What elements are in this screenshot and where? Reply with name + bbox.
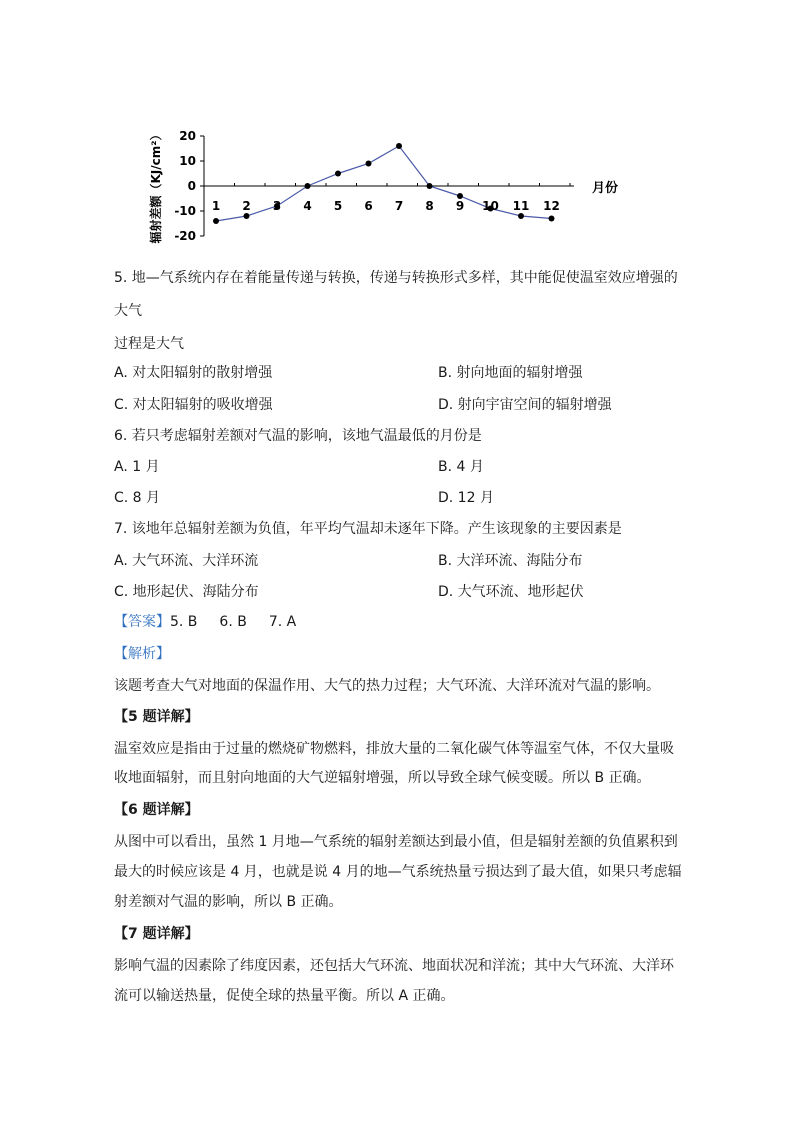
detail-5-line-1: 温室效应是指由于过量的燃烧矿物燃料，排放大量的二氧化碳气体等温室气体，不仅大量吸 <box>114 741 674 757</box>
data-point <box>213 218 219 224</box>
data-point <box>244 213 250 219</box>
data-point <box>549 216 555 222</box>
q5-option-d: D. 射向宇宙空间的辐射增强 <box>438 397 612 413</box>
q5-stem-line-2: 大气 <box>114 303 142 319</box>
x-tick-label: 12 <box>543 199 560 213</box>
answer-5: 5. B <box>170 614 198 630</box>
x-tick-label: 10 <box>482 199 499 213</box>
detail-6-line-3: 射差额对气温的影响，所以 B 正确。 <box>114 894 343 910</box>
y-tick-label: 0 <box>187 179 196 193</box>
detail-6-line-1: 从图中可以看出，虽然 1 月地—气系统的辐射差额达到最小值，但是辐射差额的负值累积到 <box>114 834 678 850</box>
data-point <box>366 161 372 167</box>
q6-option-d: D. 12 月 <box>438 490 494 506</box>
q6-option-b: B. 4 月 <box>438 459 484 475</box>
q7-option-d: D. 大气环流、地形起伏 <box>438 584 584 600</box>
x-tick-label: 8 <box>425 199 434 213</box>
x-tick-label: 11 <box>512 199 530 213</box>
y-tick-label: -20 <box>174 229 196 243</box>
detail-6-tag: 【6 题详解】 <box>114 802 199 818</box>
answer-tag: 【答案】 <box>114 614 170 630</box>
x-tick-label: 2 <box>242 199 251 213</box>
data-point <box>396 143 402 149</box>
answer-7: 7. A <box>268 614 297 630</box>
q7-option-c: C. 地形起伏、海陆分布 <box>114 584 259 600</box>
detail-6-line-2: 最大的时候应该是 4 月，也就是说 4 月的地—气系统热量亏损达到了最大值，如果只考虑辐 <box>114 864 682 880</box>
data-point <box>335 171 341 177</box>
analysis-tag: 【解析】 <box>114 646 170 662</box>
detail-5-line-2: 收地面辐射，而且射向地面的大气逆辐射增强，所以导致全球气候变暖。所以 B 正确。 <box>114 770 651 786</box>
q7-option-b: B. 大洋环流、海陆分布 <box>438 553 583 569</box>
x-tick-label: 7 <box>394 199 404 213</box>
detail-7-line-2: 流可以输送热量，促使全球的热量平衡。所以 A 正确。 <box>114 988 455 1004</box>
x-tick-label: 6 <box>364 199 373 213</box>
detail-5-tag: 【5 题详解】 <box>114 709 199 725</box>
x-tick-label: 5 <box>333 199 343 213</box>
x-axis-label: 月份 <box>592 181 619 196</box>
y-axis-label <box>148 128 163 244</box>
q6-option-a: A. 1 月 <box>114 459 160 475</box>
svg-text:辐射差额（KJ/cm²）: 辐射差额（KJ/cm²） <box>149 128 163 244</box>
data-point <box>518 213 524 219</box>
x-tick-label: 3 <box>272 199 282 213</box>
answer-line <box>114 612 296 632</box>
radiation-balance-chart <box>140 122 630 250</box>
data-point <box>305 183 311 189</box>
q6-stem: 6. 若只考虑辐射差额对气温的影响，该地气温最低的月份是 <box>114 428 482 444</box>
detail-7-line-1: 影响气温的因素除了纬度因素，还包括大气环流、地面状况和洋流；其中大气环流、大洋环 <box>114 958 674 974</box>
detail-7-tag: 【7 题详解】 <box>114 926 199 942</box>
q5-option-c: C. 对太阳辐射的吸收增强 <box>114 397 273 413</box>
q6-option-c: C. 8 月 <box>114 490 161 506</box>
answer-6: 6. B <box>219 614 247 630</box>
x-tick-label: 1 <box>211 199 221 213</box>
y-tick-label: -10 <box>174 204 196 218</box>
q5-stem-line-3: 过程是大气 <box>114 336 184 352</box>
q5-stem-line-1: 5. 地—气系统内存在着能量传递与转换，传递与转换形式多样，其中能促使温室效应增强的 <box>114 270 678 286</box>
q5-option-a: A. 对太阳辐射的散射增强 <box>114 365 273 381</box>
analysis-text: 该题考查大气对地面的保温作用、大气的热力过程；大气环流、大洋环流对气温的影响。 <box>114 678 660 694</box>
x-tick-label: 4 <box>303 199 312 213</box>
y-tick-label: 10 <box>179 154 196 168</box>
q7-stem: 7. 该地年总辐射差额为负值，年平均气温却未逐年下降。产生该现象的主要因素是 <box>114 521 622 537</box>
series-line <box>216 146 552 221</box>
y-tick-label: 20 <box>179 129 196 143</box>
x-tick-label: 9 <box>455 199 465 213</box>
q5-option-b: B. 射向地面的辐射增强 <box>438 365 583 381</box>
data-point <box>427 183 433 189</box>
q7-option-a: A. 大气环流、大洋环流 <box>114 553 259 569</box>
